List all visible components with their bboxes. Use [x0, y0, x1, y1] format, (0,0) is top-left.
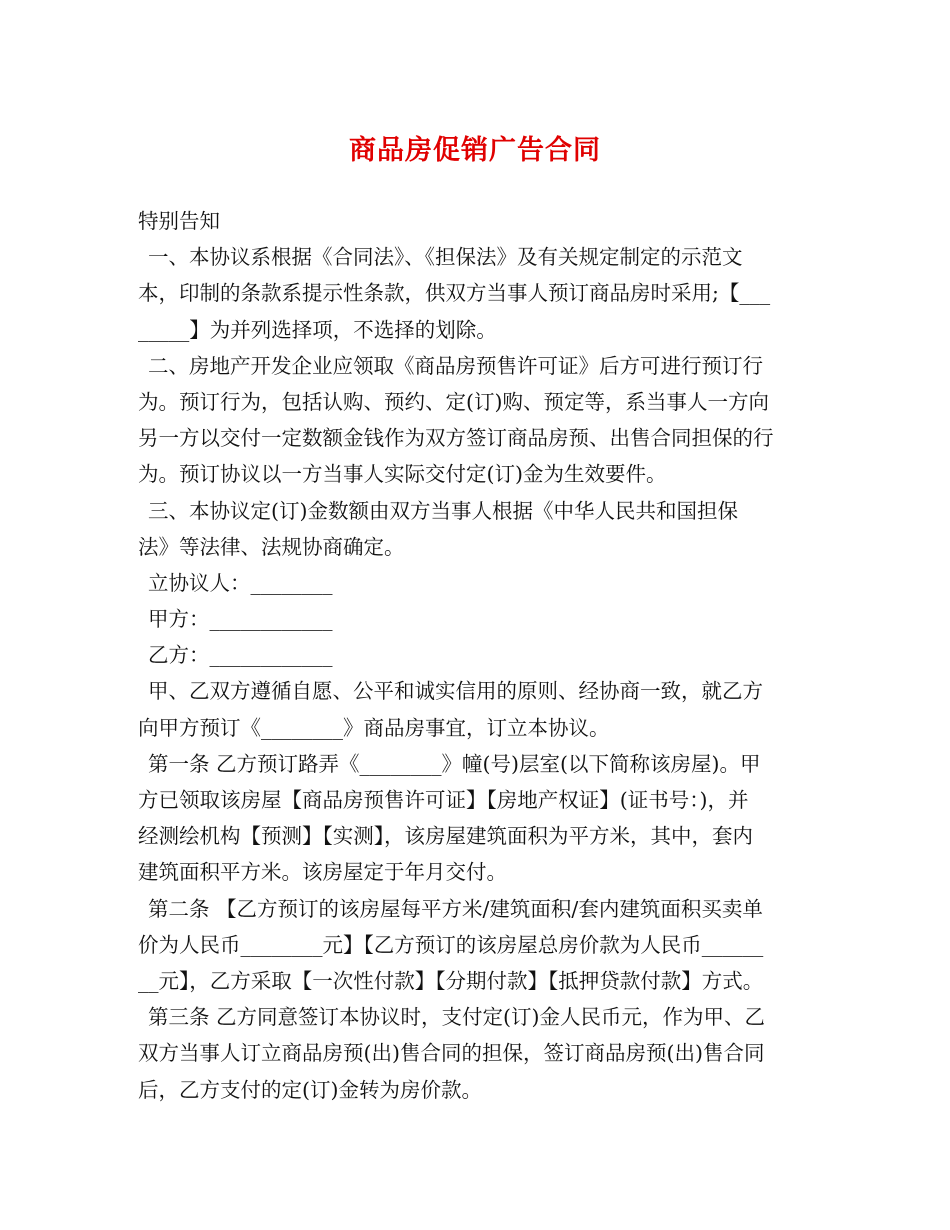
paragraph-line: 法》等法律、法规协商确定。	[138, 534, 405, 559]
party-field: 立协议人：________	[148, 570, 333, 595]
party-field: 甲方：____________	[148, 607, 333, 632]
paragraph-line: 一、本协议系根据《合同法》、《担保法》及有关规定制定的示范文	[148, 245, 743, 270]
article-line: 第二条 【乙方预订的该房屋每平方米/建筑面积/套内建筑面积买卖单	[148, 896, 763, 921]
article-line: 双方当事人订立商品房预(出)售合同的担保，签订商品房预(出)售合同	[138, 1041, 765, 1066]
paragraph-line: 为。预订协议以一方当事人实际交付定(订)金为生效要件。	[138, 462, 667, 487]
paragraph-line: 本，印制的条款系提示性条款，供双方当事人预订商品房时采用;【___	[138, 281, 771, 306]
article-line: 方已领取该房屋【商品房预售许可证】【房地产权证】(证书号：)，并	[138, 788, 749, 812]
document-title: 商品房促销广告合同	[349, 135, 601, 166]
paragraph-line: _____】为并列选择项，不选择的划除。	[138, 317, 497, 342]
paragraph-line: 向甲方预订《________》商品房事宜，订立本协议。	[138, 715, 610, 740]
document-body	[138, 203, 816, 1108]
paragraph-line: 甲、乙双方遵循自愿、公平和诚实信用的原则、经协商一致，就乙方	[148, 679, 763, 704]
article-line: 第一条 乙方预订路弄《________》幢(号)层室(以下简称该房屋)。甲	[148, 751, 761, 776]
article-line: 后，乙方支付的定(订)金转为房价款。	[138, 1077, 482, 1102]
paragraph-line: 二、房地产开发企业应领取《商品房预售许可证》后方可进行预订行	[148, 353, 763, 378]
article-line: 建筑面积平方米。该房屋定于年月交付。	[138, 860, 507, 885]
article-line: 经测绘机构【预测】【实测】，该房屋建筑面积为平方米，其中，套内	[138, 824, 753, 849]
article-line: __元】，乙方采取【一次性付款】【分期付款】【抵押贷款付款】方式。	[138, 968, 764, 993]
paragraph-line: 为。预订行为，包括认购、预约、定(订)购、预定等，系当事人一方向	[138, 389, 769, 414]
party-field: 乙方：____________	[148, 643, 333, 668]
article-line: 第三条 乙方同意签订本协议时，支付定(订)金人民币元，作为甲、乙	[148, 1005, 766, 1030]
paragraph-line: 三、本协议定(订)金数额由双方当事人根据《中华人民共和国担保	[148, 498, 738, 523]
paragraph-line: 另一方以交付一定数额金钱作为双方签订商品房预、出售合同担保的行	[138, 426, 774, 451]
article-line: 价为人民币________元】【乙方预订的该房屋总房价款为人民币______	[138, 932, 764, 957]
section-heading: 特别告知	[138, 209, 220, 233]
